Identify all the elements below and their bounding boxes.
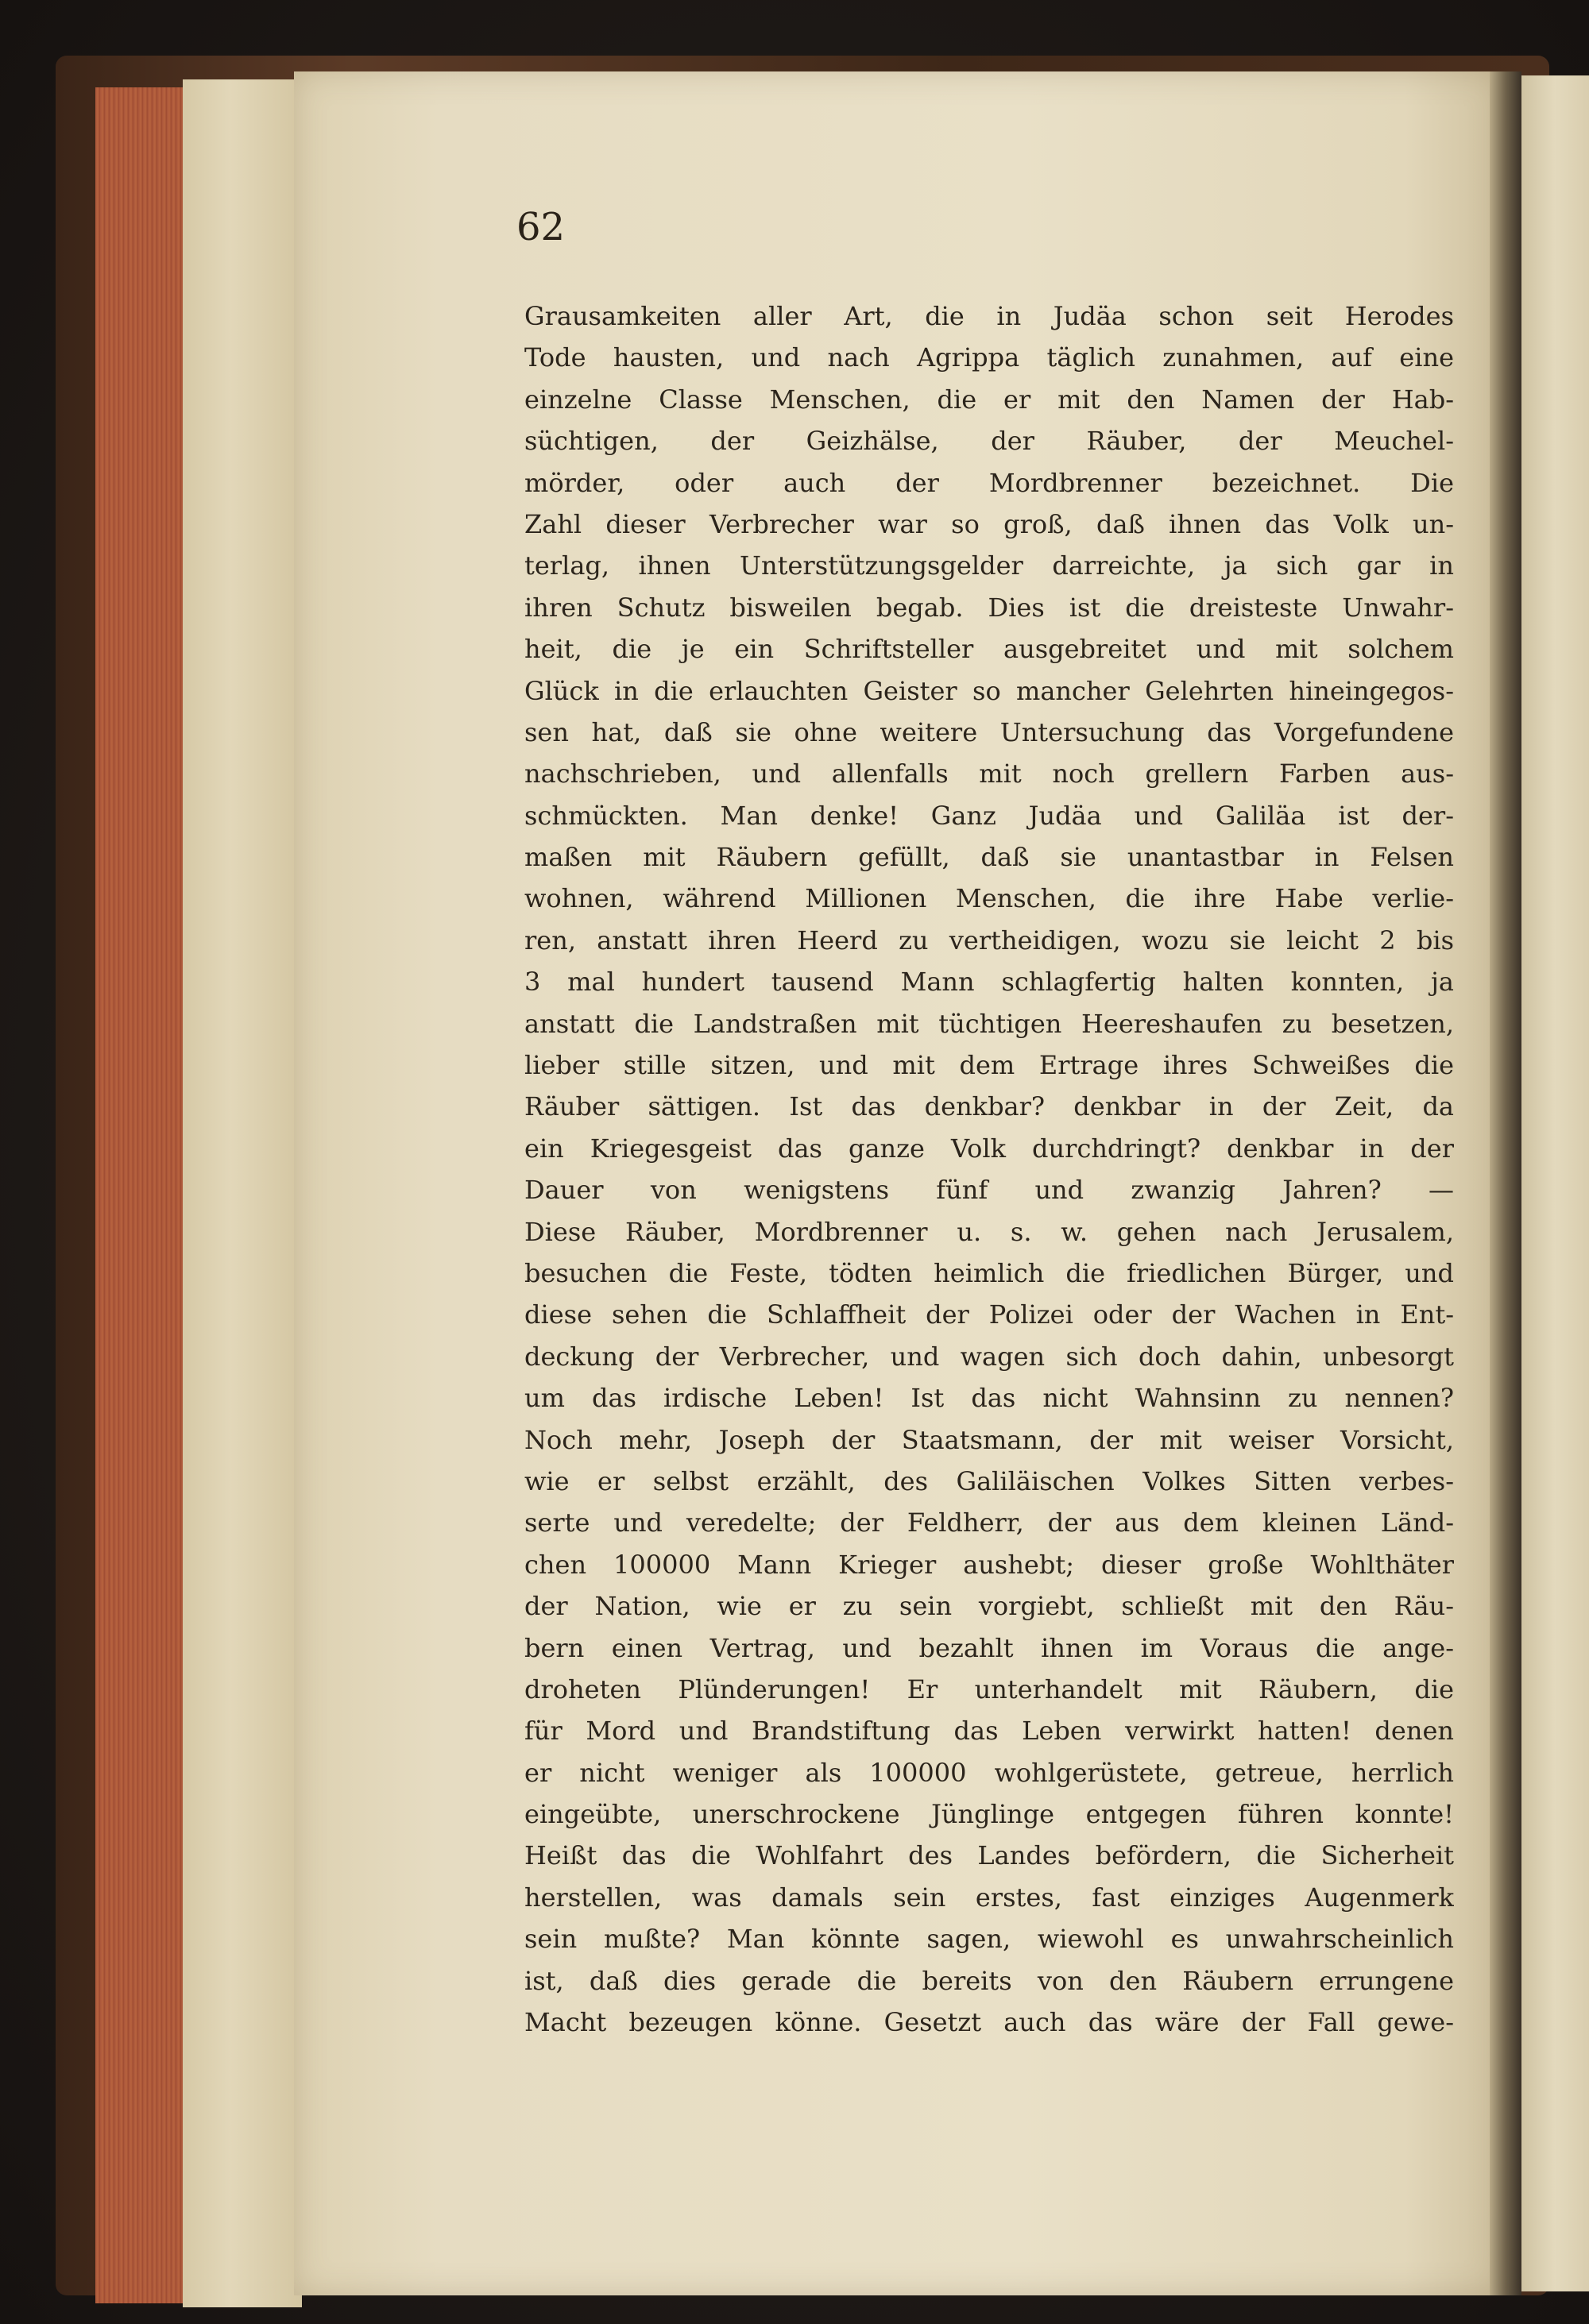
page-number: 62 [516,205,566,249]
text-line: maßen mit Räubern gefüllt, daß sie unantastbar in Felsen [524,842,1454,873]
book-gutter [1490,71,1521,2295]
page-edges [95,87,183,2303]
text-line: diese sehen die Schlaffheit der Polizei oder der Wachen in Ent- [524,1299,1454,1330]
text-line: er nicht weniger als 100000 wohlgerüstete, getreue, herrlich [524,1757,1454,1788]
text-line: terlag, ihnen Unterstützungsgelder darreichte, ja sich gar in [524,550,1454,581]
text-line: ist, daß dies gerade die bereits von den Räubern errungene [524,1965,1454,1996]
text-line: Tode hausten, und nach Agrippa täglich zunahmen, auf eine [524,342,1454,373]
text-line: Glück in die erlauchten Geister so mancher Gelehrten hineingegos- [524,675,1454,706]
text-line: Macht bezeugen könne. Gesetzt auch das wäre der Fall gewe- [524,2007,1454,2038]
text-line: anstatt die Landstraßen mit tüchtigen Heereshaufen zu besetzen, [524,1008,1454,1039]
text-line: ren, anstatt ihren Heerd zu vertheidigen, wozu sie leicht 2 bis [524,925,1454,955]
text-line: droheten Plünderungen! Er unterhandelt mit Räubern, die [524,1674,1454,1704]
text-line: Zahl dieser Verbrecher war so groß, daß ihnen das Volk un- [524,508,1454,539]
text-line: ein Kriegesgeist das ganze Volk durchdringt? denkbar in der [524,1133,1454,1164]
text-line: Diese Räuber, Mordbrenner u. s. w. gehen nach Jerusalem, [524,1216,1454,1247]
text-line: lieber stille sitzen, und mit dem Ertrage ihres Schweißes die [524,1050,1454,1081]
text-line: serte und veredelte; der Feldherr, der aus dem kleinen Länd- [524,1508,1454,1538]
text-line: bern einen Vertrag, und bezahlt ihnen im Voraus die ange- [524,1632,1454,1663]
text-line: süchtigen, der Geizhälse, der Räuber, der Meuchel- [524,426,1454,457]
text-line: sen hat, daß sie ohne weitere Untersuchung das Vorgefundene [524,716,1454,747]
text-line: heit, die je ein Schriftsteller ausgebreitet und mit solchem [524,634,1454,665]
text-line: chen 100000 Mann Krieger aushebt; dieser große Wohlthäter [524,1549,1454,1580]
text-line: wohnen, während Millionen Menschen, die ihre Habe verlie- [524,883,1454,914]
text-line: mörder, oder auch der Mordbrenner bezeichnet. Die [524,467,1454,498]
facing-page-edge [1521,75,1589,2291]
text-line: sein mußte? Man könnte sagen, wiewohl es unwahrscheinlich [524,1924,1454,1955]
body-text [524,295,1454,2043]
text-line: Heißt das die Wohlfahrt des Landes befördern, die Sicherheit [524,1840,1454,1871]
text-line: der Nation, wie er zu sein vorgiebt, schließt mit den Räu- [524,1591,1454,1622]
text-line: Noch mehr, Joseph der Staatsmann, der mit weiser Vorsicht, [524,1424,1454,1455]
text-line: ihren Schutz bisweilen begab. Dies ist die dreisteste Unwahr- [524,592,1454,623]
text-line: Dauer von wenigstens fünf und zwanzig Jahren? — [524,1175,1454,1206]
text-line: besuchen die Feste, tödten heimlich die friedlichen Bürger, und [524,1257,1454,1288]
page-stack [183,79,302,2307]
text-line: wie er selbst erzählt, des Galiläischen Volkes Sitten verbes- [524,1465,1454,1496]
text-line: für Mord und Brandstiftung das Leben verwirkt hatten! denen [524,1716,1454,1747]
text-line: deckung der Verbrecher, und wagen sich doch dahin, unbesorgt [524,1341,1454,1372]
text-line: um das irdische Leben! Ist das nicht Wahnsinn zu nennen? [524,1383,1454,1414]
text-line: eingeübte, unerschrockene Jünglinge entgegen führen konnte! [524,1799,1454,1830]
text-line: nachschrieben, und allenfalls mit noch grellern Farben aus- [524,759,1454,789]
text-line: schmückten. Man denke! Ganz Judäa und Galiläa ist der- [524,800,1454,831]
text-line: Grausamkeiten aller Art, die in Judäa schon seit Herodes [524,301,1454,331]
text-line: Räuber sättigen. Ist das denkbar? denkbar in der Zeit, da [524,1091,1454,1122]
text-line: herstellen, was damals sein erstes, fast einziges Augenmerk [524,1882,1454,1913]
text-line: einzelne Classe Menschen, die er mit den Namen der Hab- [524,384,1454,415]
text-line: 3 mal hundert tausend Mann schlagfertig halten konnten, ja [524,967,1454,998]
